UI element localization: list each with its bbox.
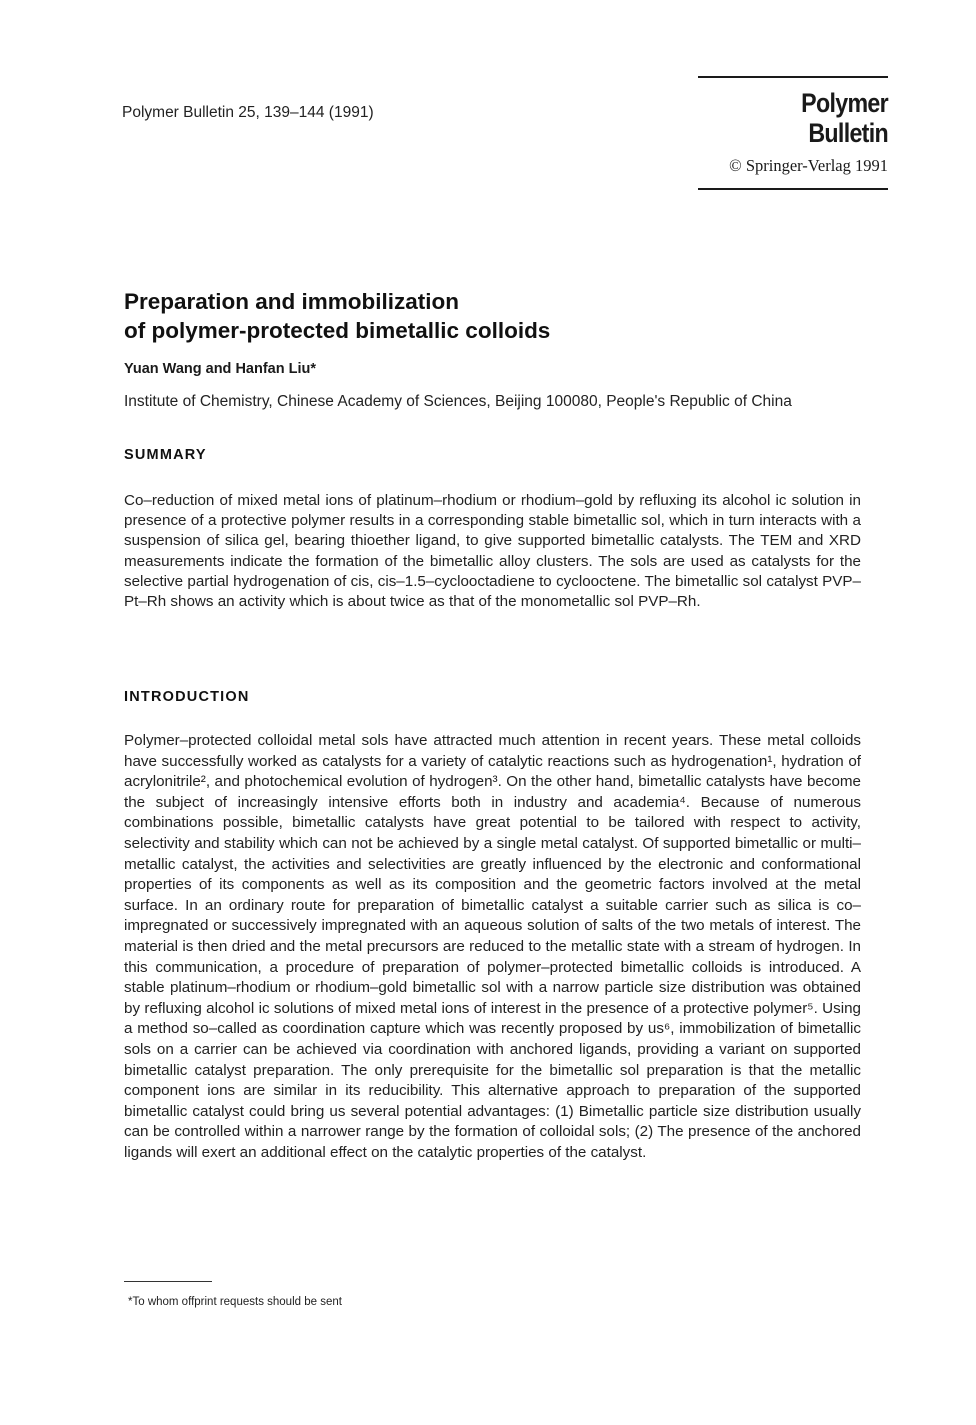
publisher-copyright: © Springer-Verlag 1991 (729, 156, 888, 175)
journal-citation: Polymer Bulletin 25, 139–144 (1991) (122, 104, 374, 121)
article-authors: Yuan Wang and Hanfan Liu* (124, 361, 316, 377)
article-title-line-2: of polymer-protected bimetallic colloids (124, 318, 551, 343)
author-affiliation: Institute of Chemistry, Chinese Academy of Sciences, Beijing 100080, People's Republic of China (124, 393, 792, 410)
summary-heading: SUMMARY (124, 447, 207, 463)
introduction-paragraph: Polymer–protected colloidal metal sols have attracted much attention in recent years. These metal colloids have successfully worked as catalysts for a variety of catalytic reactions such as hydrogenation¹, hydration of acrylonitrile², and photochemical evolution of hydrogen³. On the other hand, bimetallic catalysts have become the subject of increasingly intensive efforts both in industry and academia⁴. Because of numerous combinations possible, bimetallic catalysts have great potential to be tailored with respect to activity, selectivity and stability which can not be achieved by a single metal catalyst. Of supported bimetallic or multi–metallic catalyst, the activities and selectivities are greatly influenced by the electronic and conformational properties of its components as well as its composition and the geometric factors involved at the metal surface. In an ordinary route for preparation of bimetallic catalyst a suitable carrier such as silica is co–impregnated or successively impregnated with an aqueous solution of salts of the two metals of interest. The material is then dried and the metal precursors are reduced to the metallic state with a stream of hydrogen. In this communication, a procedure of preparation of polymer–protected bimetallic colloids is introduced. A stable platinum–rhodium or rhodium–gold bimetallic sol with a narrow particle size distribution was obtained by refluxing alcohol ic solutions of mixed metal ions of interest in the presence of a protective polymer⁵. Using a method so–called as coordination capture which was recently proposed by us⁶, immobilization of bimetallic sols on a carrier can be achieved via coordination with anchored ligands, providing a variant on supported bimetallic catalyst preparation. The only prerequisite for the bimetallic sol preparation is that the metallic component ions are similar in its reducibility. This alternative approach to preparation of the supported bimetallic catalyst could bring us several potential advantages: (1) Bimetallic particle size distribution usually can be controlled within a narrower range by the formation of colloidal sols; (2) The presence of the anchored ligands will exert an additional effect on the catalytic properties of the catalyst. (124, 732, 861, 1161)
summary-paragraph: Co–reduction of mixed metal ions of platinum–rhodium or rhodium–gold by refluxing its alcohol ic solution in presence of a protective polymer results in a corresponding stable bimetallic sol, which in turn interacts with a suspension of silica gel, bearing thioether ligand, to give supported bimetallic catalysts. The TEM and XRD measurements indicate the formation of the bimetallic alloy clusters. The sols are used as catalysts for the selective partial hydrogenation of cis, cis–1.5–cyclooctadiene to cyclooctene. The bimetallic sol catalyst PVP–Pt–Rh shows an activity which is about twice as that of the monometallic sol PVP–Rh. (124, 492, 861, 611)
masthead-top-rule (698, 76, 888, 78)
introduction-heading: INTRODUCTION (124, 689, 250, 705)
article-title-line-1: Preparation and immobilization (124, 289, 460, 314)
journal-name: Polymer Bulletin (801, 88, 888, 148)
article-title (124, 287, 550, 345)
masthead-bottom-rule (698, 188, 888, 190)
journal-masthead (698, 76, 888, 190)
footnote: *To whom offprint requests should be sent (128, 1296, 342, 1308)
footnote-separator (124, 1281, 212, 1282)
